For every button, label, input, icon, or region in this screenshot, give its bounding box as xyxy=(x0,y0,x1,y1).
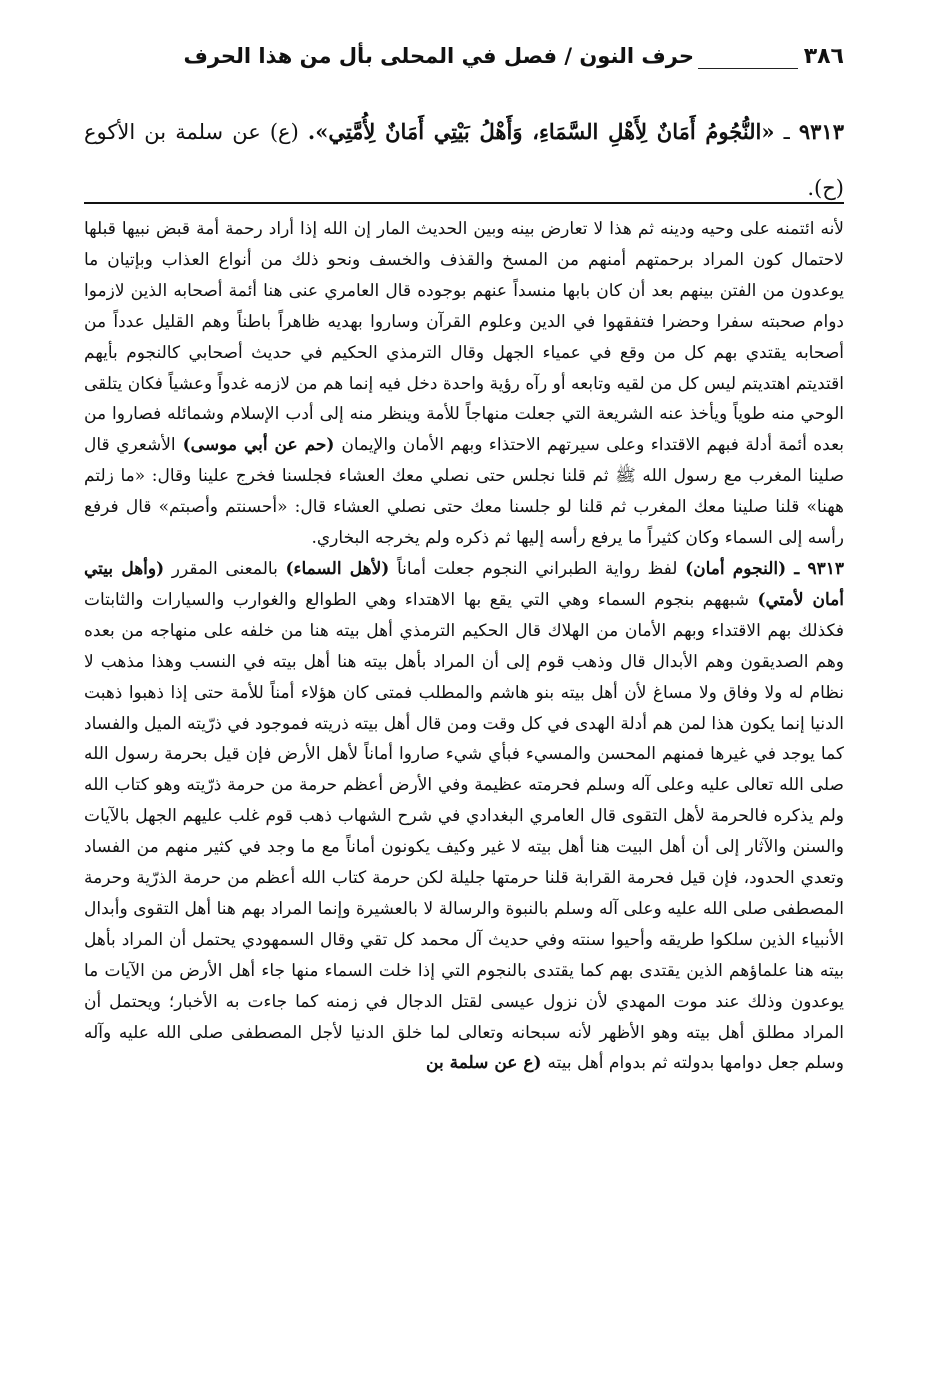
header-divider xyxy=(698,68,798,69)
lemma: (النجوم أمان) xyxy=(685,558,787,579)
commentary-text: الأشعري قال صلينا المغرب مع رسول الله ﷺ ثم قلنا نجلس حتى نصلي معك العشاء فجلسنا فخرج علينا وقال: «ما زلتم ههنا» قلنا صلينا معك المغرب ثم قلنا لو جلسنا معك حتى نصلي العشاء قال: «أحسنتم وأصبتم» قال فرفع رأسه إلى السماء وكان كثيراً ما يرفع رأسه إليها ثم ذكره ولم يخرجه البخاري. xyxy=(84,435,844,549)
hadith-source: (ع) عن سلمة بن الأكوع (ح). xyxy=(84,120,844,200)
hadith-separator: ـ xyxy=(774,120,799,144)
commentary-source: (ع عن سلمة بن xyxy=(426,1053,548,1074)
section-divider xyxy=(84,202,844,204)
lemma: (وأهل بيتي أمان لأمتي) xyxy=(84,558,844,610)
hadith-text: «النُّجُومُ أَمَانٌ لِأَهْلِ السَّمَاءِ، وَأَهْلُ بَيْتِي أَمَانٌ لِأُمَّتِي». xyxy=(307,119,775,144)
hadith-number: ٩٣١٣ xyxy=(798,119,844,144)
commentary-text: شبههم بنجوم السماء وهي التي يقع بها الاهتداء وهي الطوالع والغوارب والسيارات والثابتات فكذلك بهم الاقتداء وبهم الأمان من الهلاك قال الحكيم الترمذي أهل بيته هنا من خلفه على منهاجه من بعده وهم الصديقون وهم الأبدال قال وذهب قوم إلى أن المراد بأهل بيته هنا أهل بيته في النسب وهذا مذهب لا نظام له ولا وفاق ولا مساغ لأن أهل بيته بنو هاشم والمطلب فمتى كان هؤلاء أمناً للأمة حتى إذا ذهبوا ذهبت الدنيا إنما يكون هذا لمن هم أدلة الهدى في كل وقت ومن قال أهل بيته ذريته فموجود في ذرّيته الميل والفساد كما يوجد في غيرها فمنهم المحسن والمسيء فبأي شيء صاروا أماناً لأهل الأرض فإن قيل بحرمة رسول الله صلى الله تعالى عليه وعلى آله وسلم فحرمته عظيمة وفي الأرض أعظم حرمة من حرمة ذرّيته وهو كتاب الله ولم يذكره فالحرمة لأهل التقوى قال العامري البغدادي في شرح الشهاب ذهب قوم غلب عليهم الجهل بالآيات والسنن والآثار إلى أن أهل البيت هنا أهل بيته لا غير وكيف يكونون أماناً مع ما وجد في كثير منهم من الفساد وتعدي الحدود، فإن قيل فحرمة القرابة قلنا حرمتها جليلة لكن حرمة كتاب الله أعظم من حرمة الذرّية وحرمة المصطفى صلى الله عليه وعلى آله وسلم بالنبوة والرسالة لا بالعشيرة وإنما المراد بهم هنا أهل التقوى وأبدال الأنبياء الذين سلكوا طريقه وأحيوا سنته وفي حديث آل محمد كل تقي وقال السمهودي يحتمل أن المراد بأهل بيته هنا علماؤهم الذين يقتدى بهم كما يقتدى بالنجوم التي إذا خلت السماء منها جاء أهل الأرض من الآيات ما يوعدون وذلك عند موت المهدي لأن نزول عيسى لقتل الدجال في زمنه كما جاءت به الأخبار؛ ويحتمل أن المراد مطلق أهل بيته وهو الأظهر لأنه سبحانه وتعالى لما خلق الدنيا لأجل المصطفى صلى الله عليه وآله وسلم جعل دوامها بدولته ثم بدوام أهل بيته xyxy=(84,589,844,1074)
commentary-paragraph xyxy=(84,554,844,1079)
hadith-number-ref: ٩٣١٣ ـ xyxy=(786,558,844,579)
page-header xyxy=(84,44,844,86)
commentary-paragraph xyxy=(84,214,844,554)
commentary-text: بالمعنى المقرر xyxy=(164,558,286,579)
commentary-source: (حم عن أبي موسى) xyxy=(175,435,342,456)
commentary-text: لأنه ائتمنه على وحيه ودينه ثم هذا لا تعارض بينه وبين الحديث المار إن الله إذا أراد رحمة أمة قبض نبيها قبلها لاحتمال كون المراد برحمتهم أمنهم من المسخ والقذف والخسف ونحو ذلك من أنواع العذاب وبإتيان ما يوعدون من الفتن بينهم بعد أن كان بابها منسداً عنهم بوجوده قال العامري عنى هنا أئمة أصحابه الذين لازموا دوام صحبته سفرا وحضرا فتفقهوا في الدين وعلوم القرآن وساروا بهديه ظاهراً باطناً وهم القليل عدداً من أصحابه يقتدي بهم كل من وقع في عمياء الجهل وقال الترمذي الحكيم في حديث أصحابي كالنجوم بأيهم اقتديتم اهتديتم ليس كل من لقيه وتابعه أو رآه رؤية واحدة دخل فيه إنما هم من لازمه غدواً وعشياً فكان يتلقى الوحي منه طوياً ويأخذ عنه الشريعة التي جعلت منهاجاً للأمة وينظر منه إلى أدب الإسلام وشمائله فصاروا من بعده أئمة أدلة فبهم الاقتداء وعلى سيرتهم الاحتذاء وبهم الأمان والإيمان xyxy=(84,219,845,456)
main-hadith xyxy=(84,104,844,216)
commentary-text: لفظ رواية الطبراني النجوم جعلت أماناً xyxy=(389,558,686,579)
lemma: (لأهل السماء) xyxy=(285,558,390,579)
page-number: ٣٨٦ xyxy=(803,44,844,69)
commentary xyxy=(84,214,844,1079)
running-title: حرف النون / فصل في المحلى بأل من هذا الحرف xyxy=(183,44,694,68)
